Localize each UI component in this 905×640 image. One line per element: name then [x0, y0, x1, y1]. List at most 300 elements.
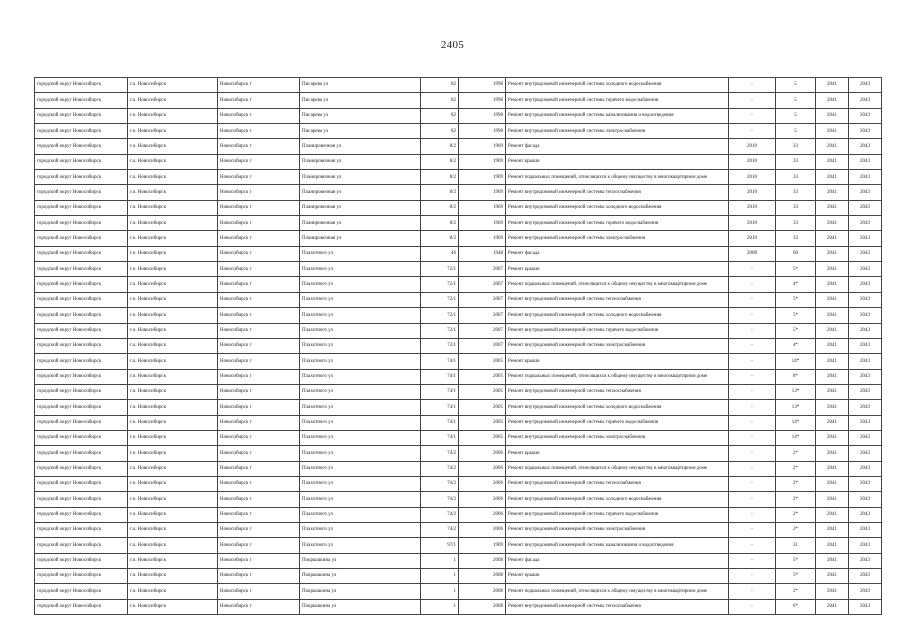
district-cell: г.о. Новосибирск	[128, 584, 218, 599]
plan-start-year-cell: 2041	[816, 354, 849, 369]
work-type-cell: Ремонт подвальных помещений, относящихся к общему имуществу в многоквартирном доме	[506, 584, 729, 599]
plan-end-year-cell: 2043	[849, 569, 882, 584]
plan-start-year-cell: 2041	[816, 277, 849, 292]
city-cell: Новосибирск г	[218, 262, 300, 277]
district-cell: г.о. Новосибирск	[128, 446, 218, 461]
municipality-cell: городской округ Новосибирск	[35, 78, 128, 93]
wear-cell: 8*	[776, 369, 816, 384]
capital-repair-table	[34, 77, 882, 615]
municipality-cell: городской округ Новосибирск	[35, 338, 128, 353]
work-type-cell: Ремонт внутридомовой инженерной системы теплоснабжения	[506, 599, 729, 614]
house-number-cell: 72/1	[421, 262, 459, 277]
municipality-cell: городской округ Новосибирск	[35, 277, 128, 292]
city-cell: Новосибирск г	[218, 522, 300, 537]
year-built-cell: 2006	[459, 461, 506, 476]
municipality-cell: городской округ Новосибирск	[35, 200, 128, 215]
work-type-cell: Ремонт внутридомовой инженерной системы горячего водоснабжения	[506, 216, 729, 231]
last-repair-year-cell: 2010	[729, 170, 776, 185]
wear-cell: 14*	[776, 354, 816, 369]
plan-end-year-cell: 2043	[849, 492, 882, 507]
year-built-cell: 2008	[459, 553, 506, 568]
table-row	[35, 400, 882, 415]
wear-cell: 13*	[776, 384, 816, 399]
plan-start-year-cell: 2041	[816, 415, 849, 430]
house-number-cell: 1	[421, 599, 459, 614]
page-number: 2405	[440, 39, 465, 51]
last-repair-year-cell: -	[729, 338, 776, 353]
plan-end-year-cell: 2043	[849, 246, 882, 261]
street-cell: Плахотного ул	[300, 384, 421, 399]
table-row	[35, 338, 882, 353]
house-number-cell: 74/1	[421, 430, 459, 445]
wear-cell: 60	[776, 246, 816, 261]
last-repair-year-cell: 2010	[729, 231, 776, 246]
year-built-cell: 2006	[459, 507, 506, 522]
table-row	[35, 93, 882, 108]
city-cell: Новосибирск г	[218, 323, 300, 338]
plan-start-year-cell: 2041	[816, 154, 849, 169]
year-built-cell: 2006	[459, 476, 506, 491]
municipality-cell: городской округ Новосибирск	[35, 154, 128, 169]
table-row	[35, 569, 882, 584]
city-cell: Новосибирск г	[218, 538, 300, 553]
city-cell: Новосибирск г	[218, 492, 300, 507]
table-row	[35, 369, 882, 384]
municipality-cell: городской округ Новосибирск	[35, 492, 128, 507]
city-cell: Новосибирск г	[218, 384, 300, 399]
district-cell: г.о. Новосибирск	[128, 308, 218, 323]
street-cell: Покрышкина ул	[300, 584, 421, 599]
street-cell: Плахотного ул	[300, 522, 421, 537]
table-row	[35, 108, 882, 123]
street-cell: Плахотного ул	[300, 415, 421, 430]
municipality-cell: городской округ Новосибирск	[35, 292, 128, 307]
last-repair-year-cell: -	[729, 292, 776, 307]
city-cell: Новосибирск г	[218, 569, 300, 584]
table-row	[35, 461, 882, 476]
year-built-cell: 2008	[459, 599, 506, 614]
table-row	[35, 246, 882, 261]
district-cell: г.о. Новосибирск	[128, 522, 218, 537]
house-number-cell: 74/1	[421, 369, 459, 384]
street-cell: Плахотного ул	[300, 400, 421, 415]
plan-start-year-cell: 2041	[816, 108, 849, 123]
house-number-cell: 74/2	[421, 461, 459, 476]
last-repair-year-cell: -	[729, 415, 776, 430]
city-cell: Новосибирск г	[218, 93, 300, 108]
plan-end-year-cell: 2043	[849, 323, 882, 338]
work-type-cell: Ремонт внутридомовой инженерной системы электроснабжения	[506, 231, 729, 246]
house-number-cell: 1	[421, 569, 459, 584]
year-built-cell: 2007	[459, 338, 506, 353]
last-repair-year-cell: -	[729, 446, 776, 461]
wear-cell: 33	[776, 154, 816, 169]
year-built-cell: 2006	[459, 446, 506, 461]
last-repair-year-cell: 2010	[729, 154, 776, 169]
wear-cell: 33	[776, 216, 816, 231]
house-number-cell: 82	[421, 124, 459, 139]
plan-end-year-cell: 2043	[849, 338, 882, 353]
municipality-cell: городской округ Новосибирск	[35, 354, 128, 369]
house-number-cell: 72/1	[421, 308, 459, 323]
plan-end-year-cell: 2043	[849, 522, 882, 537]
house-number-cell: 74/1	[421, 400, 459, 415]
plan-end-year-cell: 2043	[849, 231, 882, 246]
plan-end-year-cell: 2043	[849, 369, 882, 384]
work-type-cell: Ремонт крыши	[506, 154, 729, 169]
table-row	[35, 384, 882, 399]
street-cell: Плахотного ул	[300, 292, 421, 307]
street-cell: Плахотного ул	[300, 476, 421, 491]
wear-cell: 2*	[776, 461, 816, 476]
table-row	[35, 354, 882, 369]
plan-start-year-cell: 2041	[816, 139, 849, 154]
municipality-cell: городской округ Новосибирск	[35, 584, 128, 599]
year-built-cell: 1969	[459, 185, 506, 200]
work-type-cell: Ремонт внутридомовой инженерной системы холодного водоснабжения	[506, 492, 729, 507]
wear-cell: 5*	[776, 553, 816, 568]
work-type-cell: Ремонт внутридомовой инженерной системы горячего водоснабжения	[506, 93, 729, 108]
plan-end-year-cell: 2043	[849, 170, 882, 185]
city-cell: Новосибирск г	[218, 369, 300, 384]
district-cell: г.о. Новосибирск	[128, 492, 218, 507]
street-cell: Плахотного ул	[300, 492, 421, 507]
plan-start-year-cell: 2041	[816, 231, 849, 246]
wear-cell: 33	[776, 170, 816, 185]
district-cell: г.о. Новосибирск	[128, 461, 218, 476]
city-cell: Новосибирск г	[218, 170, 300, 185]
house-number-cell: 82	[421, 93, 459, 108]
plan-end-year-cell: 2043	[849, 599, 882, 614]
city-cell: Новосибирск г	[218, 108, 300, 123]
street-cell: Планировочная ул	[300, 185, 421, 200]
year-built-cell: 1998	[459, 93, 506, 108]
work-type-cell: Ремонт подвальных помещений, относящихся к общему имуществу в многоквартирном доме	[506, 461, 729, 476]
city-cell: Новосибирск г	[218, 446, 300, 461]
table-row	[35, 154, 882, 169]
district-cell: г.о. Новосибирск	[128, 538, 218, 553]
district-cell: г.о. Новосибирск	[128, 476, 218, 491]
plan-end-year-cell: 2043	[849, 308, 882, 323]
plan-end-year-cell: 2043	[849, 354, 882, 369]
district-cell: г.о. Новосибирск	[128, 93, 218, 108]
house-number-cell: 74/2	[421, 507, 459, 522]
district-cell: г.о. Новосибирск	[128, 170, 218, 185]
plan-start-year-cell: 2041	[816, 185, 849, 200]
last-repair-year-cell: -	[729, 476, 776, 491]
year-built-cell: 2005	[459, 415, 506, 430]
district-cell: г.о. Новосибирск	[128, 124, 218, 139]
house-number-cell: 72/1	[421, 338, 459, 353]
plan-end-year-cell: 2043	[849, 461, 882, 476]
plan-end-year-cell: 2043	[849, 553, 882, 568]
city-cell: Новосибирск г	[218, 338, 300, 353]
wear-cell: 5*	[776, 323, 816, 338]
plan-end-year-cell: 2043	[849, 124, 882, 139]
wear-cell: 13*	[776, 400, 816, 415]
street-cell: Планировочная ул	[300, 216, 421, 231]
last-repair-year-cell: -	[729, 277, 776, 292]
district-cell: г.о. Новосибирск	[128, 323, 218, 338]
district-cell: г.о. Новосибирск	[128, 415, 218, 430]
last-repair-year-cell: -	[729, 262, 776, 277]
district-cell: г.о. Новосибирск	[128, 185, 218, 200]
year-built-cell: 2007	[459, 292, 506, 307]
city-cell: Новосибирск г	[218, 308, 300, 323]
house-number-cell: 46	[421, 246, 459, 261]
city-cell: Новосибирск г	[218, 124, 300, 139]
plan-end-year-cell: 2043	[849, 216, 882, 231]
work-type-cell: Ремонт подвальных помещений, относящихся к общему имуществу в многоквартирном доме	[506, 170, 729, 185]
municipality-cell: городской округ Новосибирск	[35, 108, 128, 123]
table-row	[35, 262, 882, 277]
plan-end-year-cell: 2043	[849, 200, 882, 215]
year-built-cell: 2007	[459, 308, 506, 323]
city-cell: Новосибирск г	[218, 354, 300, 369]
municipality-cell: городской округ Новосибирск	[35, 369, 128, 384]
municipality-cell: городской округ Новосибирск	[35, 246, 128, 261]
street-cell: Писарева ул	[300, 78, 421, 93]
city-cell: Новосибирск г	[218, 430, 300, 445]
house-number-cell: 8/2	[421, 200, 459, 215]
municipality-cell: городской округ Новосибирск	[35, 553, 128, 568]
last-repair-year-cell: -	[729, 369, 776, 384]
year-built-cell: 2006	[459, 522, 506, 537]
city-cell: Новосибирск г	[218, 415, 300, 430]
last-repair-year-cell: -	[729, 461, 776, 476]
wear-cell: 31	[776, 538, 816, 553]
house-number-cell: 8/2	[421, 185, 459, 200]
plan-end-year-cell: 2043	[849, 185, 882, 200]
street-cell: Плахотного ул	[300, 354, 421, 369]
district-cell: г.о. Новосибирск	[128, 246, 218, 261]
work-type-cell: Ремонт подвальных помещений, относящихся к общему имуществу в многоквартирном доме	[506, 369, 729, 384]
municipality-cell: городской округ Новосибирск	[35, 569, 128, 584]
city-cell: Новосибирск г	[218, 277, 300, 292]
wear-cell: 4*	[776, 338, 816, 353]
house-number-cell: 1	[421, 584, 459, 599]
plan-start-year-cell: 2041	[816, 492, 849, 507]
last-repair-year-cell: 2010	[729, 216, 776, 231]
plan-end-year-cell: 2043	[849, 262, 882, 277]
work-type-cell: Ремонт внутридомовой инженерной системы холодного водоснабжения	[506, 400, 729, 415]
last-repair-year-cell: -	[729, 354, 776, 369]
street-cell: Плахотного ул	[300, 338, 421, 353]
year-built-cell: 1969	[459, 170, 506, 185]
street-cell: Плахотного ул	[300, 277, 421, 292]
table-row	[35, 584, 882, 599]
last-repair-year-cell: -	[729, 538, 776, 553]
table-row	[35, 538, 882, 553]
municipality-cell: городской округ Новосибирск	[35, 323, 128, 338]
municipality-cell: городской округ Новосибирск	[35, 507, 128, 522]
city-cell: Новосибирск г	[218, 185, 300, 200]
municipality-cell: городской округ Новосибирск	[35, 461, 128, 476]
last-repair-year-cell: -	[729, 430, 776, 445]
last-repair-year-cell: -	[729, 569, 776, 584]
city-cell: Новосибирск г	[218, 400, 300, 415]
plan-start-year-cell: 2041	[816, 507, 849, 522]
house-number-cell: 74/2	[421, 492, 459, 507]
house-number-cell: 72/1	[421, 292, 459, 307]
street-cell: Планировочная ул	[300, 231, 421, 246]
house-number-cell: 74/1	[421, 384, 459, 399]
plan-start-year-cell: 2041	[816, 93, 849, 108]
year-built-cell: 2008	[459, 584, 506, 599]
street-cell: Плахотного ул	[300, 323, 421, 338]
year-built-cell: 2007	[459, 277, 506, 292]
year-built-cell: 2005	[459, 400, 506, 415]
city-cell: Новосибирск г	[218, 200, 300, 215]
city-cell: Новосибирск г	[218, 553, 300, 568]
street-cell: Писарева ул	[300, 93, 421, 108]
wear-cell: 33	[776, 185, 816, 200]
house-number-cell: 72/1	[421, 277, 459, 292]
city-cell: Новосибирск г	[218, 231, 300, 246]
last-repair-year-cell: -	[729, 400, 776, 415]
street-cell: Плахотного ул	[300, 262, 421, 277]
year-built-cell: 1969	[459, 231, 506, 246]
plan-start-year-cell: 2041	[816, 369, 849, 384]
work-type-cell: Ремонт внутридомовой инженерной системы электроснабжения	[506, 430, 729, 445]
municipality-cell: городской округ Новосибирск	[35, 415, 128, 430]
municipality-cell: городской округ Новосибирск	[35, 170, 128, 185]
last-repair-year-cell: -	[729, 108, 776, 123]
work-type-cell: Ремонт фасада	[506, 139, 729, 154]
work-type-cell: Ремонт крыши	[506, 354, 729, 369]
table-row	[35, 170, 882, 185]
municipality-cell: городской округ Новосибирск	[35, 262, 128, 277]
work-type-cell: Ремонт внутридомовой инженерной системы теплоснабжения	[506, 384, 729, 399]
work-type-cell: Ремонт внутридомовой инженерной системы горячего водоснабжения	[506, 323, 729, 338]
work-type-cell: Ремонт внутридомовой инженерной системы электроснабжения	[506, 124, 729, 139]
city-cell: Новосибирск г	[218, 292, 300, 307]
district-cell: г.о. Новосибирск	[128, 430, 218, 445]
district-cell: г.о. Новосибирск	[128, 369, 218, 384]
table-row	[35, 476, 882, 491]
table-row	[35, 522, 882, 537]
district-cell: г.о. Новосибирск	[128, 400, 218, 415]
district-cell: г.о. Новосибирск	[128, 599, 218, 614]
city-cell: Новосибирск г	[218, 461, 300, 476]
year-built-cell: 1948	[459, 246, 506, 261]
plan-end-year-cell: 2043	[849, 476, 882, 491]
house-number-cell: 8/2	[421, 154, 459, 169]
street-cell: Покрышкина ул	[300, 599, 421, 614]
wear-cell: 5	[776, 78, 816, 93]
wear-cell: 14*	[776, 430, 816, 445]
year-built-cell: 1998	[459, 124, 506, 139]
plan-start-year-cell: 2041	[816, 323, 849, 338]
year-built-cell: 1998	[459, 78, 506, 93]
city-cell: Новосибирск г	[218, 507, 300, 522]
city-cell: Новосибирск г	[218, 154, 300, 169]
house-number-cell: 1	[421, 553, 459, 568]
plan-end-year-cell: 2043	[849, 292, 882, 307]
last-repair-year-cell: -	[729, 522, 776, 537]
year-built-cell: 1969	[459, 139, 506, 154]
plan-start-year-cell: 2041	[816, 292, 849, 307]
plan-start-year-cell: 2041	[816, 78, 849, 93]
municipality-cell: городской округ Новосибирск	[35, 384, 128, 399]
wear-cell: 2*	[776, 584, 816, 599]
district-cell: г.о. Новосибирск	[128, 292, 218, 307]
wear-cell: 2*	[776, 492, 816, 507]
municipality-cell: городской округ Новосибирск	[35, 139, 128, 154]
house-number-cell: 74/2	[421, 476, 459, 491]
plan-end-year-cell: 2043	[849, 108, 882, 123]
district-cell: г.о. Новосибирск	[128, 231, 218, 246]
municipality-cell: городской округ Новосибирск	[35, 476, 128, 491]
table-row	[35, 430, 882, 445]
municipality-cell: городской округ Новосибирск	[35, 538, 128, 553]
municipality-cell: городской округ Новосибирск	[35, 446, 128, 461]
work-type-cell: Ремонт внутридомовой инженерной системы холодного водоснабжения	[506, 308, 729, 323]
house-number-cell: 8/2	[421, 231, 459, 246]
street-cell: Плахотного ул	[300, 430, 421, 445]
plan-end-year-cell: 2043	[849, 384, 882, 399]
plan-start-year-cell: 2041	[816, 246, 849, 261]
year-built-cell: 2008	[459, 569, 506, 584]
wear-cell: 5*	[776, 262, 816, 277]
plan-start-year-cell: 2041	[816, 200, 849, 215]
work-type-cell: Ремонт фасада	[506, 246, 729, 261]
plan-start-year-cell: 2041	[816, 553, 849, 568]
street-cell: Покрышкина ул	[300, 553, 421, 568]
work-type-cell: Ремонт внутридомовой инженерной системы теплоснабжения	[506, 476, 729, 491]
work-type-cell: Ремонт внутридомовой инженерной системы холодного водоснабжения	[506, 200, 729, 215]
wear-cell: 5	[776, 108, 816, 123]
street-cell: Плахотного ул	[300, 308, 421, 323]
municipality-cell: городской округ Новосибирск	[35, 185, 128, 200]
work-type-cell: Ремонт внутридомовой инженерной системы холодного водоснабжения	[506, 78, 729, 93]
year-built-cell: 2005	[459, 369, 506, 384]
table-row	[35, 492, 882, 507]
house-number-cell: 8/2	[421, 139, 459, 154]
plan-start-year-cell: 2041	[816, 584, 849, 599]
plan-start-year-cell: 2041	[816, 338, 849, 353]
table-row	[35, 507, 882, 522]
house-number-cell: 8/2	[421, 170, 459, 185]
year-built-cell: 1969	[459, 538, 506, 553]
last-repair-year-cell: -	[729, 507, 776, 522]
street-cell: Планировочная ул	[300, 200, 421, 215]
plan-start-year-cell: 2041	[816, 538, 849, 553]
house-number-cell: 82	[421, 108, 459, 123]
plan-end-year-cell: 2043	[849, 584, 882, 599]
district-cell: г.о. Новосибирск	[128, 108, 218, 123]
house-number-cell: 72/1	[421, 323, 459, 338]
plan-start-year-cell: 2041	[816, 384, 849, 399]
plan-start-year-cell: 2041	[816, 430, 849, 445]
plan-end-year-cell: 2043	[849, 93, 882, 108]
city-cell: Новосибирск г	[218, 139, 300, 154]
plan-end-year-cell: 2043	[849, 400, 882, 415]
plan-start-year-cell: 2041	[816, 124, 849, 139]
table-row	[35, 124, 882, 139]
plan-start-year-cell: 2041	[816, 170, 849, 185]
table-row	[35, 415, 882, 430]
last-repair-year-cell: 2010	[729, 185, 776, 200]
street-cell: Писарева ул	[300, 124, 421, 139]
work-type-cell: Ремонт внутридомовой инженерной системы канализования и водоотведения	[506, 108, 729, 123]
plan-end-year-cell: 2043	[849, 139, 882, 154]
house-number-cell: 74/2	[421, 522, 459, 537]
street-cell: Планировочная ул	[300, 139, 421, 154]
work-type-cell: Ремонт внутридомовой инженерной системы теплоснабжения	[506, 185, 729, 200]
street-cell: Плахотного ул	[300, 369, 421, 384]
city-cell: Новосибирск г	[218, 476, 300, 491]
